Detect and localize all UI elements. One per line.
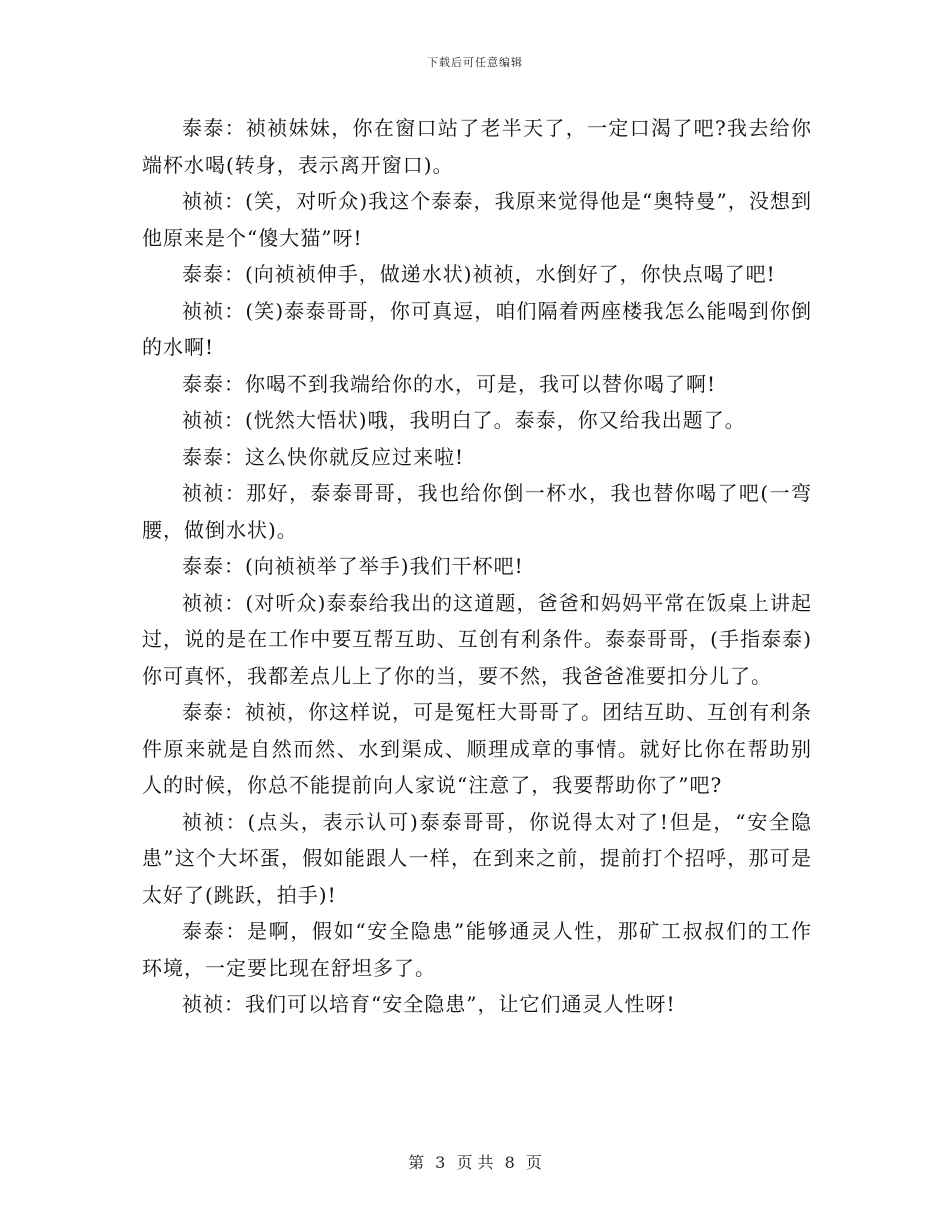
paragraph: 泰泰：祯祯妹妹，你在窗口站了老半天了，一定口渴了吧?我去给你端杯水喝(转身，表示离开窗口)。 (142, 116, 812, 177)
footer-suffix: 页 (525, 1153, 542, 1172)
footer-middle: 页 共 (456, 1153, 494, 1172)
paragraph: 泰泰：(向祯祯伸手，做递水状)祯祯，水倒好了，你快点喝了吧! (182, 262, 776, 286)
paragraph: 祯祯：(笑，对听众)我这个泰泰，我原来觉得他是“奥特曼”，没想到他原来是个“傻大猫”呀! (142, 189, 812, 250)
page-header: 下载后可任意编辑 (427, 56, 523, 69)
paragraph: 泰泰：你喝不到我端给你的水，可是，我可以替你喝了啊! (182, 371, 717, 396)
footer-prefix: 第 (408, 1153, 425, 1172)
paragraph: 祯祯：我们可以培育“安全隐患”，让它们通灵人性呀! (182, 992, 676, 1016)
paragraph: 祯祯：(恍然大悟状)哦，我明白了。泰泰，你又给我出题了。 (182, 408, 746, 432)
paragraph: 泰泰：祯祯，你这样说，可是冤枉大哥哥了。团结互助、互创有利条件原来就是自然而然、水到渠成、顺理成章的事情。就好比你在帮助别人的时候，你总不能提前向人家说“注意了，我要帮助你了”吧? (142, 700, 812, 797)
current-page-number: 3 (435, 1153, 446, 1172)
paragraph: 祯祯：那好，泰泰哥哥，我也给你倒一杯水，我也替你喝了吧(一弯腰，做倒水状)。 (142, 481, 812, 542)
paragraph: 祯祯：(笑)泰泰哥哥，你可真逗，咱们隔着两座楼我怎么能喝到你倒的水啊! (142, 298, 812, 359)
paragraph: 泰泰：是啊，假如“安全隐患”能够通灵人性，那矿工叔叔们的工作环境，一定要比现在舒坦多了。 (142, 919, 812, 980)
total-page-number: 8 (504, 1153, 515, 1172)
paragraph: 泰泰：(向祯祯举了举手)我们干杯吧! (182, 554, 524, 578)
page-footer (0, 1150, 950, 1173)
paragraph: 泰泰：这么快你就反应过来啦! (182, 444, 465, 469)
document-body (142, 110, 812, 1023)
paragraph: 祯祯：(点头，表示认可)泰泰哥哥，你说得太对了!但是，“安全隐患”这个大坏蛋，假如能跟人一样，在到来之前，提前打个招呼，那可是太好了(跳跃，拍手)! (142, 809, 812, 907)
paragraph: 祯祯：(对听众)泰泰给我出的这道题，爸爸和妈妈平常在饭桌上讲起过，说的是在工作中要互帮互助、互创有利条件。泰泰哥哥，(手指泰泰)你可真怀，我都差点儿上了你的当，要不然，我爸爸准要扣分儿了。 (142, 590, 812, 688)
